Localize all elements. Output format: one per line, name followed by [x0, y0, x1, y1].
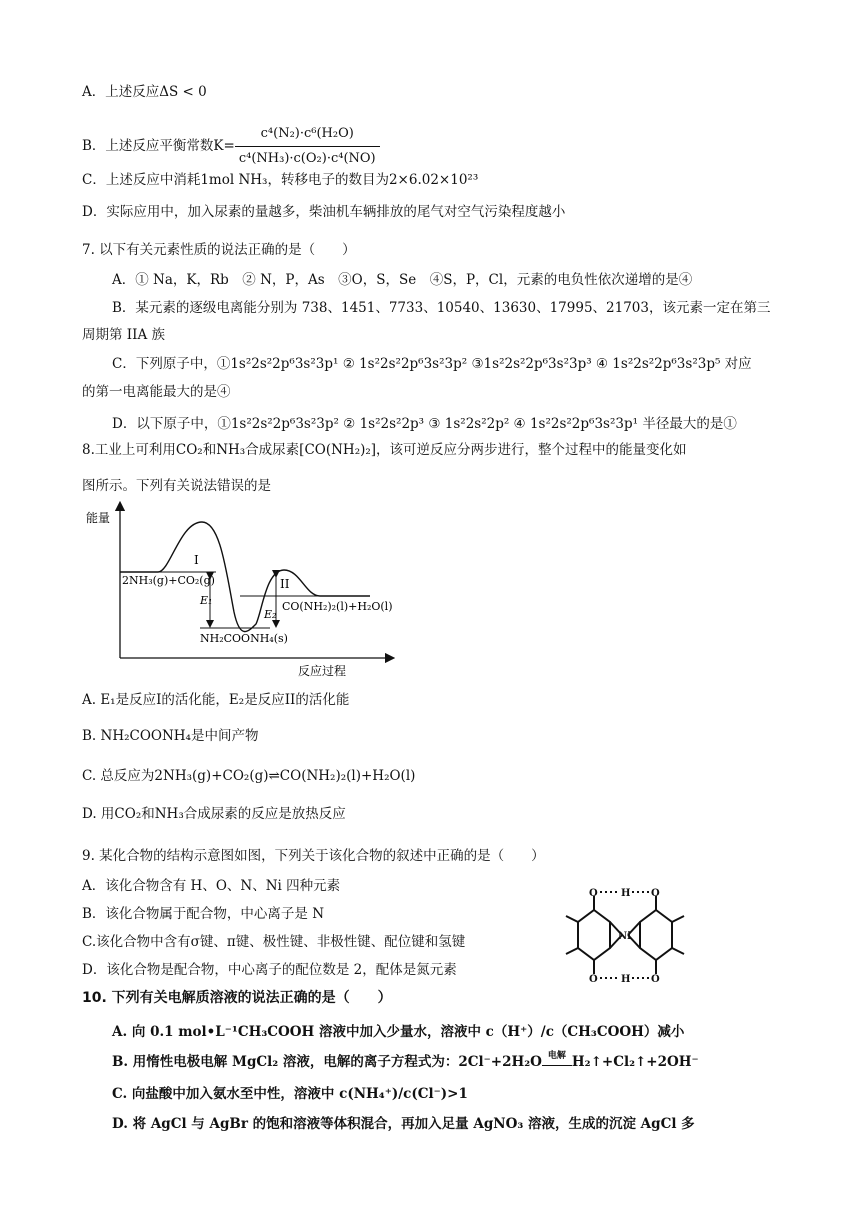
electrolysis-condition: 电解 — [547, 1051, 566, 1061]
y-axis-label: 能量 — [86, 511, 111, 525]
x-axis-label: 反应过程 — [298, 664, 347, 678]
q8-stem-line1: 8.工业上可利用CO₂和NH₃合成尿素[CO(NH₂)₂]，该可逆反应分两步进行，整个过程中的能量变化如 — [82, 442, 687, 458]
q8-option-b: B. NH₂COONH₄是中间产物 — [82, 728, 259, 744]
atom-h-bottom: H — [621, 974, 631, 985]
atom-o-top-right: O — [651, 888, 660, 899]
start-species-label: 2NH₃(g)+CO₂(g) — [122, 574, 215, 587]
q7-option-d: D．以下原子中，①1s²2s²2p⁶3s²3p² ② 1s²2s²2p³ ③ 1s²2s²2p² ④ 1s²2s²2p⁶3s²3p¹ 半径最大的是① — [112, 416, 737, 432]
q10-stem: 10. 下列有关电解质溶液的说法正确的是（ ） — [82, 990, 392, 1006]
q7-option-c-line2: 的第一电离能最大的是④ — [82, 384, 231, 400]
q7-option-b-line2: 周期第 IIA 族 — [82, 327, 165, 343]
q7-stem: 7. 以下有关元素性质的说法正确的是（ ） — [82, 242, 356, 258]
atom-o-top-left: O — [589, 888, 598, 899]
q9-option-d: D．该化合物是配合物，中心离子的配位数是 2，配体是氮元素 — [82, 962, 457, 978]
peak-1-label: I — [194, 553, 199, 567]
q7-option-b-line1: B．某元素的逐级电离能分别为 738、1451、7733、10540、13630、17995、21703，该元素一定在第三 — [112, 300, 771, 316]
product-species-label: CO(NH₂)₂(l)+H₂O(l) — [282, 600, 393, 613]
q9-option-a: A．该化合物含有 H、O、N、Ni 四种元素 — [82, 878, 341, 894]
fraction-denominator: c⁴(NH₃)·c(O₂)·c⁴(NO) — [238, 151, 376, 166]
q6-option-b-prefix: B．上述反应平衡常数K= — [82, 138, 235, 154]
q10-option-d: D. 将 AgCl 与 AgBr 的饱和溶液等体积混合，再加入足量 AgNO₃ 溶液，生成的沉淀 AgCl 多 — [112, 1116, 695, 1132]
q6-option-d: D．实际应用中，加入尿素的量越多，柴油机车辆排放的尾气对空气污染程度越小 — [82, 204, 566, 220]
q6-option-b — [82, 124, 380, 169]
e2-label: E₂ — [264, 608, 277, 621]
q7-option-a: A．① Na，K，Rb ② N，P，As ③O，S，Se ④S，P，Cl，元素的电负性依次递增的是④ — [112, 272, 693, 288]
q10-option-c: C. 向盐酸中加入氨水至中性，溶液中 c(NH₄⁺)/c(Cl⁻)>1 — [112, 1086, 468, 1102]
q9-option-b: B．该化合物属于配合物，中心离子是 N — [82, 906, 325, 922]
fraction-numerator: c⁴(N₂)·c⁶(H₂O) — [235, 124, 380, 147]
q6-option-a: A．上述反应ΔS < 0 — [82, 84, 207, 100]
q10-option-b-prefix: B. 用惰性电极电解 MgCl₂ 溶液，电解的离子方程式为：2Cl⁻+2H₂O — [112, 1054, 542, 1070]
q9-option-c: C.该化合物中含有σ键、π键、极性键、非极性键、配位键和氢键 — [82, 934, 466, 950]
q10-option-b-products: H₂↑+Cl₂↑+2OH⁻ — [571, 1054, 699, 1070]
q8-option-c: C. 总反应为2NH₃(g)+CO₂(g)⇌CO(NH₂)₂(l)+H₂O(l) — [82, 768, 416, 784]
nickel-complex-structure — [560, 880, 690, 990]
q6-option-c: C．上述反应中消耗1mol NH₃，转移电子的数目为2×6.02×10²³ — [82, 172, 479, 188]
peak-2-label: II — [280, 577, 290, 591]
atom-o-bottom-left: O — [589, 974, 598, 985]
q7-option-c-line1: C．下列原子中，①1s²2s²2p⁶3s²3p¹ ② 1s²2s²2p⁶3s²3p² ③1s²2s²2p⁶3s²3p³ ④ 1s²2s²2p⁶3s²3p⁵ 对应 — [112, 356, 752, 372]
atom-o-bottom-right: O — [651, 974, 660, 985]
e1-label: E₁ — [200, 594, 213, 607]
q8-option-a: A. E₁是反应I的活化能，E₂是反应II的活化能 — [82, 692, 350, 708]
energy-diagram — [80, 500, 400, 680]
q8-stem-line2: 图所示。下列有关说法错误的是 — [82, 478, 271, 494]
equilibrium-constant-fraction — [235, 124, 380, 169]
atom-ni: Ni — [618, 931, 631, 942]
q10-option-b — [112, 1052, 699, 1072]
q8-option-d: D. 用CO₂和NH₃合成尿素的反应是放热反应 — [82, 806, 346, 822]
intermediate-species-label: NH₂COONH₄(s) — [200, 632, 288, 645]
q9-stem: 9. 某化合物的结构示意图如图，下列关于该化合物的叙述中正确的是（ ） — [82, 848, 545, 864]
atom-h-top: H — [621, 888, 631, 899]
q10-option-a: A. 向 0.1 mol•L⁻¹CH₃COOH 溶液中加入少量水，溶液中 c（H⁺）/c（CH₃COOH）减小 — [112, 1024, 685, 1040]
